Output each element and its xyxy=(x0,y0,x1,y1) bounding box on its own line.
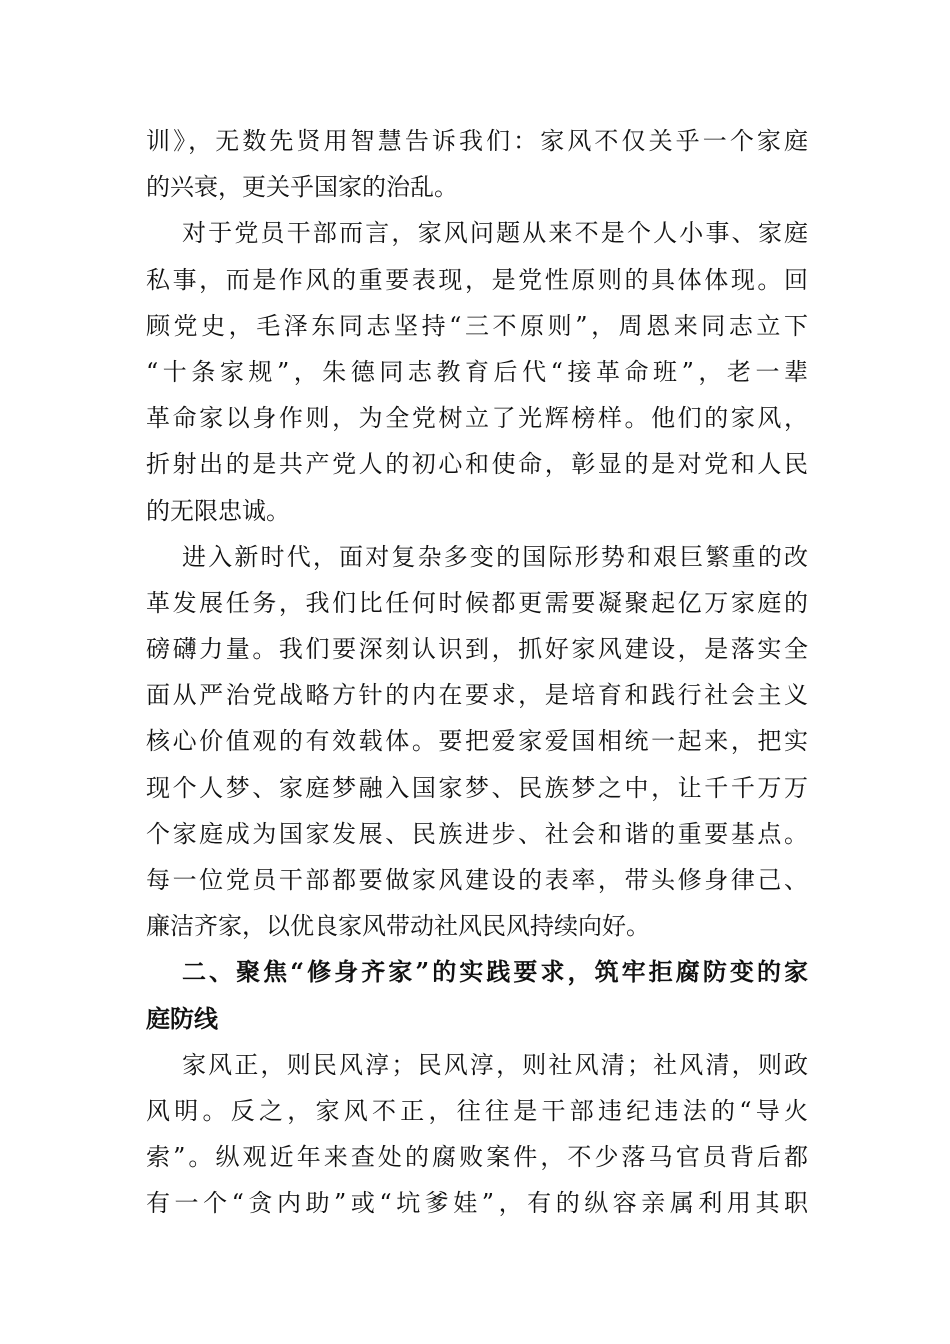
text-line-21: 家风正，则民风淳；民风淳，则社风清；社风清，则政 xyxy=(182,1050,808,1079)
text-line-24: 有一个“贪内助”或“坑爹娃”，有的纵容亲属利用其职 xyxy=(146,1189,808,1218)
text-line-23: 索”。纵观近年来查处的腐败案件，不少落马官员背后都 xyxy=(146,1143,808,1172)
section-heading-line-2: 庭防线 xyxy=(146,1003,218,1033)
text-line-16: 个家庭成为国家发展、民族进步、社会和谐的重要基点。 xyxy=(146,819,808,848)
text-line-14: 核心价值观的有效载体。要把爱家爱国相统一起来，把实 xyxy=(146,727,808,756)
text-line-22: 风明。反之，家风不正，往往是干部违纪违法的“导火 xyxy=(146,1096,808,1125)
text-line-15: 现个人梦、家庭梦融入国家梦、民族梦之中，让千千万万 xyxy=(146,773,808,802)
section-heading-line-1: 二、聚焦“修身齐家”的实践要求，筑牢拒腐防变的家 xyxy=(182,957,808,987)
text-line-18: 廉洁齐家，以优良家风带动社风民风持续向好。 xyxy=(146,912,650,941)
text-line-8: 折射出的是共产党人的初心和使命，彰显的是对党和人民 xyxy=(146,450,808,479)
text-line-2: 的兴衰，更关乎国家的治乱。 xyxy=(146,173,458,202)
text-line-10: 进入新时代，面对复杂多变的国际形势和艰巨繁重的改 xyxy=(182,542,808,571)
text-line-12: 磅礴力量。我们要深刻认识到，抓好家风建设，是落实全 xyxy=(146,635,808,664)
text-line-6: “十条家规”，朱德同志教育后代“接革命班”，老一辈 xyxy=(146,357,808,386)
text-line-5: 顾党史，毛泽东同志坚持“三不原则”，周恩来同志立下 xyxy=(146,311,808,340)
text-line-9: 的无限忠诚。 xyxy=(146,496,290,525)
text-line-17: 每一位党员干部都要做家风建设的表率，带头修身律己、 xyxy=(146,866,808,894)
text-line-3: 对于党员干部而言，家风问题从来不是个人小事、家庭 xyxy=(182,219,808,248)
text-line-7: 革命家以身作则，为全党树立了光辉榜样。他们的家风， xyxy=(146,404,808,433)
text-line-1: 训》，无数先贤用智慧告诉我们：家风不仅关乎一个家庭 xyxy=(146,127,808,155)
text-line-13: 面从严治党战略方针的内在要求，是培育和践行社会主义 xyxy=(146,681,808,710)
text-line-4: 私事，而是作风的重要表现，是党性原则的具体体现。回 xyxy=(146,265,808,294)
document-body xyxy=(146,118,808,1227)
text-line-11: 革发展任务，我们比任何时候都更需要凝聚起亿万家庭的 xyxy=(146,588,808,617)
